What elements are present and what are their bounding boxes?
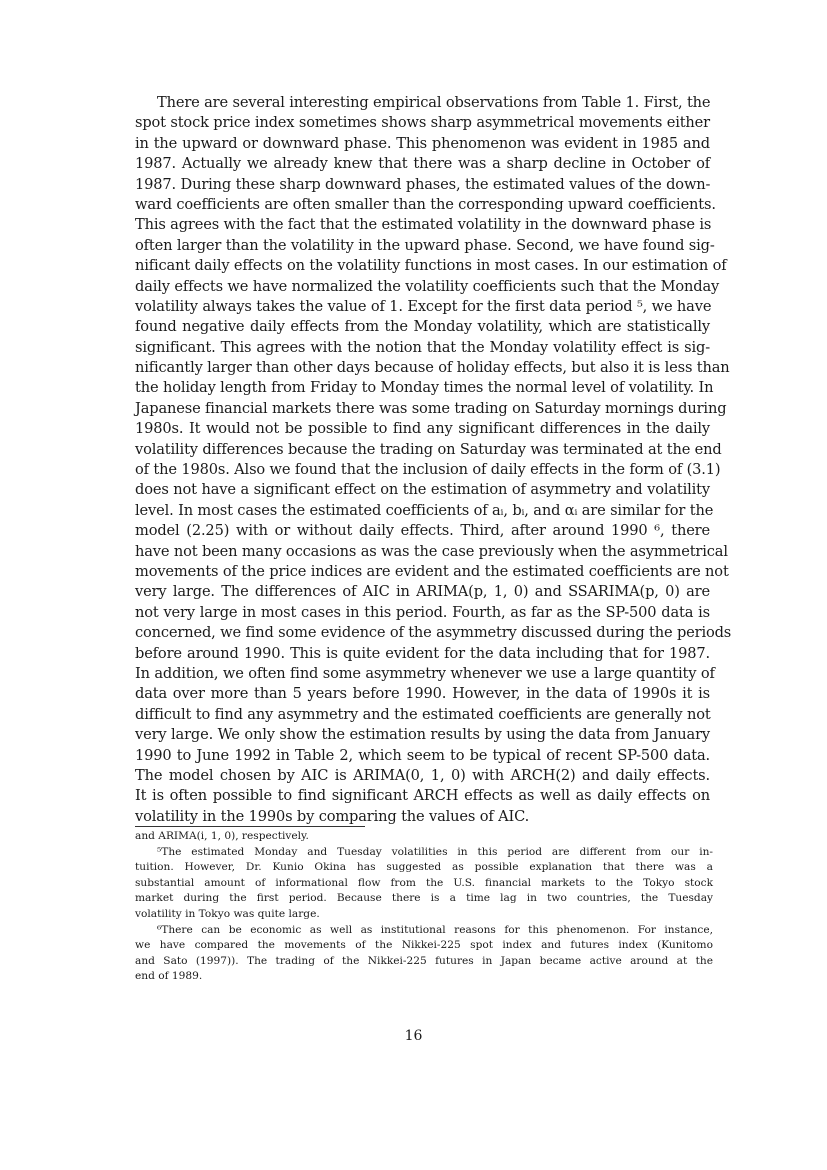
footnote-line: and Sato (1997)). The trading of the Nikkei-225 futures in Japan became active around at the [135, 954, 713, 967]
body-line: 1990 to June 1992 in Table 2, which seem to be typical of recent SP-500 data. [135, 746, 710, 764]
body-line: It is often possible to find significant ARCH effects as well as daily effects on [135, 787, 710, 805]
body-paragraph [135, 93, 732, 827]
footnote-line: volatility in Tokyo was quite large. [135, 907, 320, 920]
footnote-line: end of 1989. [135, 970, 203, 983]
body-line: very large. We only show the estimation results by using the data from January [135, 726, 710, 744]
footnote-line: market during the first period. Because there is a time lag in two countries, the Tuesday [135, 892, 713, 905]
body-line: daily effects we have normalized the volatility coefficients such that the Monday [135, 277, 720, 295]
body-line: ward coefficients are often smaller than the corresponding upward coefficients. [135, 195, 716, 213]
body-line: volatility differences because the trading on Saturday was terminated at the end [135, 440, 722, 458]
body-line: found negative daily effects from the Monday volatility, which are statistically [135, 318, 710, 336]
body-line: In addition, we often find some asymmetry whenever we use a large quantity of [135, 664, 715, 682]
body-line: data over more than 5 years before 1990. However, in the data of 1990s it is [135, 685, 710, 703]
body-line: This agrees with the fact that the estimated volatility in the downward phase is [135, 216, 712, 234]
footnote-line: and ARIMA(i, 1, 0), respectively. [135, 830, 309, 842]
body-line: movements of the price indices are evident and the estimated coefficients are not [135, 562, 729, 580]
body-line: the holiday length from Friday to Monday times the normal level of volatility. In [135, 379, 714, 397]
body-line: very large. The differences of AIC in ARIMA(p, 1, 0) and SSARIMA(p, 0) are [135, 583, 710, 601]
body-line: nificantly larger than other days because of holiday effects, but also it is less than [135, 359, 730, 377]
footnote-line: ⁵The estimated Monday and Tuesday volatilities in this period are different from our in- [157, 845, 713, 858]
body-line: 1987. Actually we already knew that there was a sharp decline in October of [135, 155, 710, 173]
footnote-line: ⁶There can be economic as well as institutional reasons for this phenomenon. For instance, [157, 923, 713, 936]
body-line: 1987. During these sharp downward phases, the estimated values of the down- [135, 175, 711, 193]
footnote-line: substantial amount of informational flow from the U.S. financial markets to the Tokyo stock [135, 876, 713, 889]
body-line: Japanese financial markets there was some trading on Saturday mornings during [135, 399, 727, 417]
body-line: does not have a significant effect on the estimation of asymmetry and volatility [135, 481, 710, 499]
body-line: significant. This agrees with the notion that the Monday volatility effect is sig- [135, 338, 710, 356]
body-line: The model chosen by AIC is ARIMA(0, 1, 0) with ARCH(2) and daily effects. [135, 766, 710, 784]
body-line: in the upward or downward phase. This phenomenon was evident in 1985 and [135, 134, 710, 152]
body-line: volatility in the 1990s by comparing the values of AIC. [135, 807, 530, 825]
body-line: volatility always takes the value of 1. Except for the first data period ⁵, we have [135, 297, 712, 315]
body-line: spot stock price index sometimes shows sharp asymmetrical movements either [135, 114, 710, 132]
page-number: 16 [404, 1028, 423, 1044]
body-line: difficult to find any asymmetry and the estimated coefficients are generally not [135, 705, 711, 723]
footnotes [135, 829, 713, 985]
body-line: concerned, we find some evidence of the asymmetry discussed during the periods [135, 624, 732, 642]
body-line: There are several interesting empirical observations from Table 1. First, the [157, 94, 711, 111]
body-line: model (2.25) with or without daily effects. Third, after around 1990 ⁶, there [135, 522, 710, 540]
footnote-line: we have compared the movements of the Nikkei-225 spot index and futures index (Kunitomo [135, 939, 713, 952]
footnote-rule [135, 826, 365, 827]
body-line: not very large in most cases in this period. Fourth, as far as the SP-500 data is [135, 603, 710, 621]
body-line: of the 1980s. Also we found that the inclusion of daily effects in the form of (3.1) [135, 461, 721, 479]
body-line: level. In most cases the estimated coefficients of aᵢ, bᵢ, and αᵢ are similar for the [135, 501, 714, 519]
body-line: often larger than the volatility in the upward phase. Second, we have found sig- [135, 236, 715, 254]
body-line: 1980s. It would not be possible to find any significant differences in the daily [135, 420, 710, 438]
body-line: before around 1990. This is quite evident for the data including that for 1987. [135, 644, 710, 662]
body-line: have not been many occasions as was the case previously when the asymmetrical [135, 542, 728, 560]
body-line: nificant daily effects on the volatility functions in most cases. In our estimation of [135, 257, 727, 275]
footnote-line: tuition. However, Dr. Kunio Okina has suggested as possible explanation that there was a [135, 861, 713, 874]
